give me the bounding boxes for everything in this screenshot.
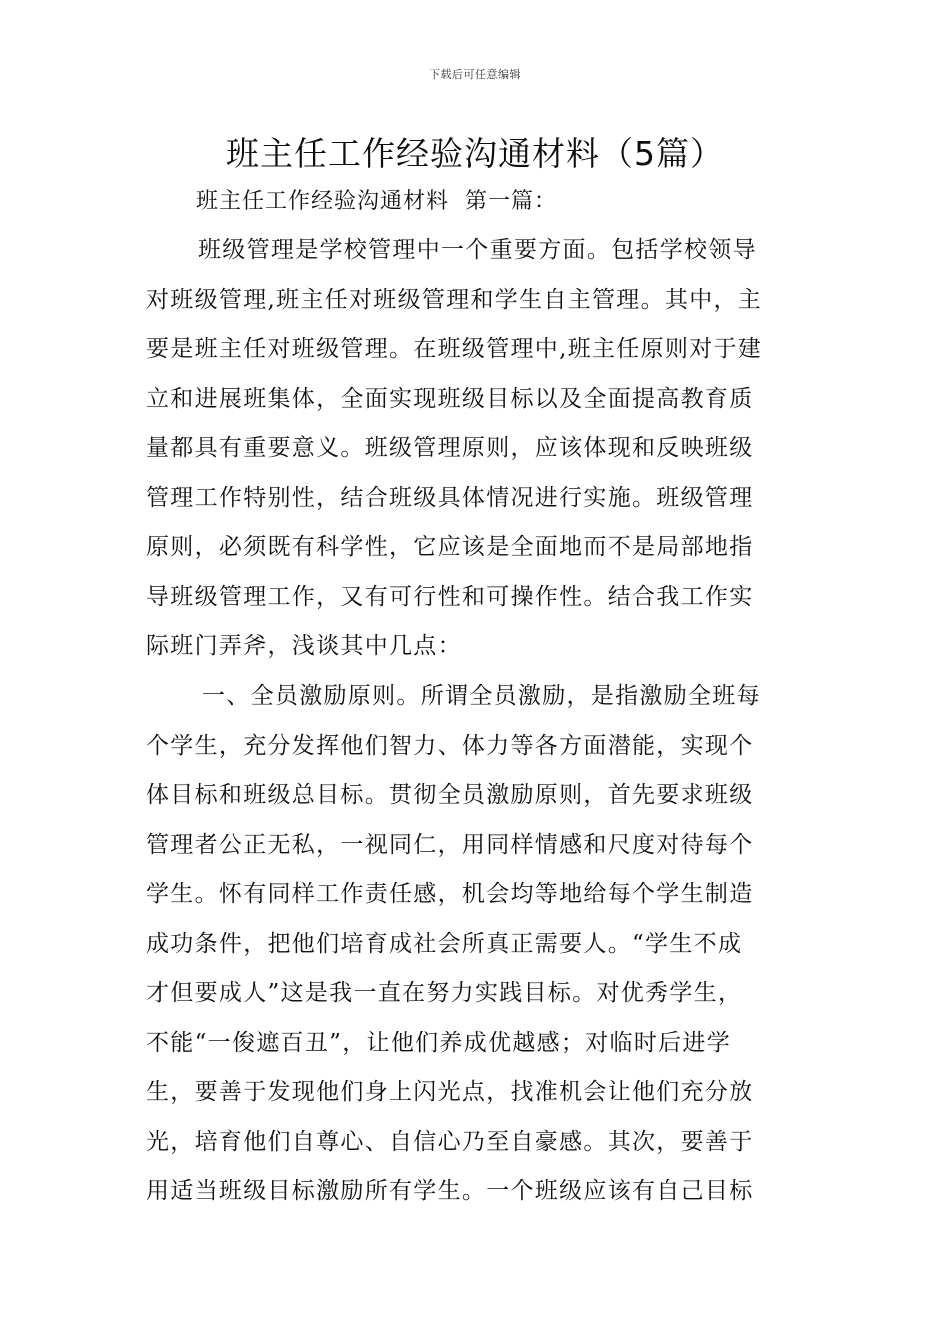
paragraph-1	[146, 226, 806, 672]
paragraph-line: 成功条件，把他们培育成社会所真正需要人。“学生不成	[146, 930, 743, 957]
paragraph-line: 体目标和班级总目标。贯彻全员激励原则，首先要求班级	[146, 782, 754, 808]
paragraph-line: 管理工作特别性，结合班级具体情况进行实施。班级管理	[146, 484, 754, 511]
paragraph-line: 立和进展班集体，全面实现班级目标以及全面提高教育质	[146, 385, 754, 412]
paragraph-line: 光，培育他们自尊心、自信心乃至自豪感。其次，要善于	[146, 1128, 754, 1155]
document-title: 班主任工作经验沟通材料（5篇）	[226, 134, 724, 173]
paragraph-line: 对班级管理,班主任对班级管理和学生自主管理。其中，主	[146, 286, 763, 313]
document-subtitle: 班主任工作经验沟通材料 第一篇：	[196, 189, 557, 214]
paragraph-line: 原则，必须既有科学性，它应该是全面地而不是局部地指	[146, 534, 754, 560]
paragraph-line: 班级管理是学校管理中一个重要方面。包括学校领导	[198, 237, 757, 263]
paragraph-line: 要是班主任对班级管理。在班级管理中,班主任原则对于建	[146, 336, 763, 362]
paragraph-line: 学生。怀有同样工作责任感，机会均等地给每个学生制造	[146, 881, 754, 907]
paragraph-line: 管理者公正无私，一视同仁，用同样情感和尺度对待每个	[146, 831, 754, 858]
paragraph-line: 导班级管理工作，又有可行性和可操作性。结合我工作实	[146, 583, 754, 610]
paragraph-line: 才但要成人”这是我一直在努力实践目标。对优秀学生，	[146, 980, 743, 1006]
paragraph-line: 际班门弄斧，浅谈其中几点：	[146, 633, 462, 659]
paragraph-line: 量都具有重要意义。班级管理原则，应该体现和反映班级	[146, 435, 754, 461]
paragraph-line: 不能“一俊遮百丑”，让他们养成优越感；对临时后进学	[146, 1029, 732, 1056]
paragraph-2	[146, 672, 806, 1217]
paragraph-line: 个学生，充分发挥他们智力、体力等各方面潜能，实现个	[146, 732, 754, 759]
paragraph-line: 一、全员激励原则。所谓全员激励，是指激励全班每	[202, 683, 761, 709]
header-note: 下载后可任意编辑	[429, 68, 521, 81]
paragraph-line: 生，要善于发现他们身上闪光点，找准机会让他们充分放	[146, 1079, 754, 1105]
paragraph-line: 用适当班级目标激励所有学生。一个班级应该有自己目标	[146, 1178, 754, 1204]
